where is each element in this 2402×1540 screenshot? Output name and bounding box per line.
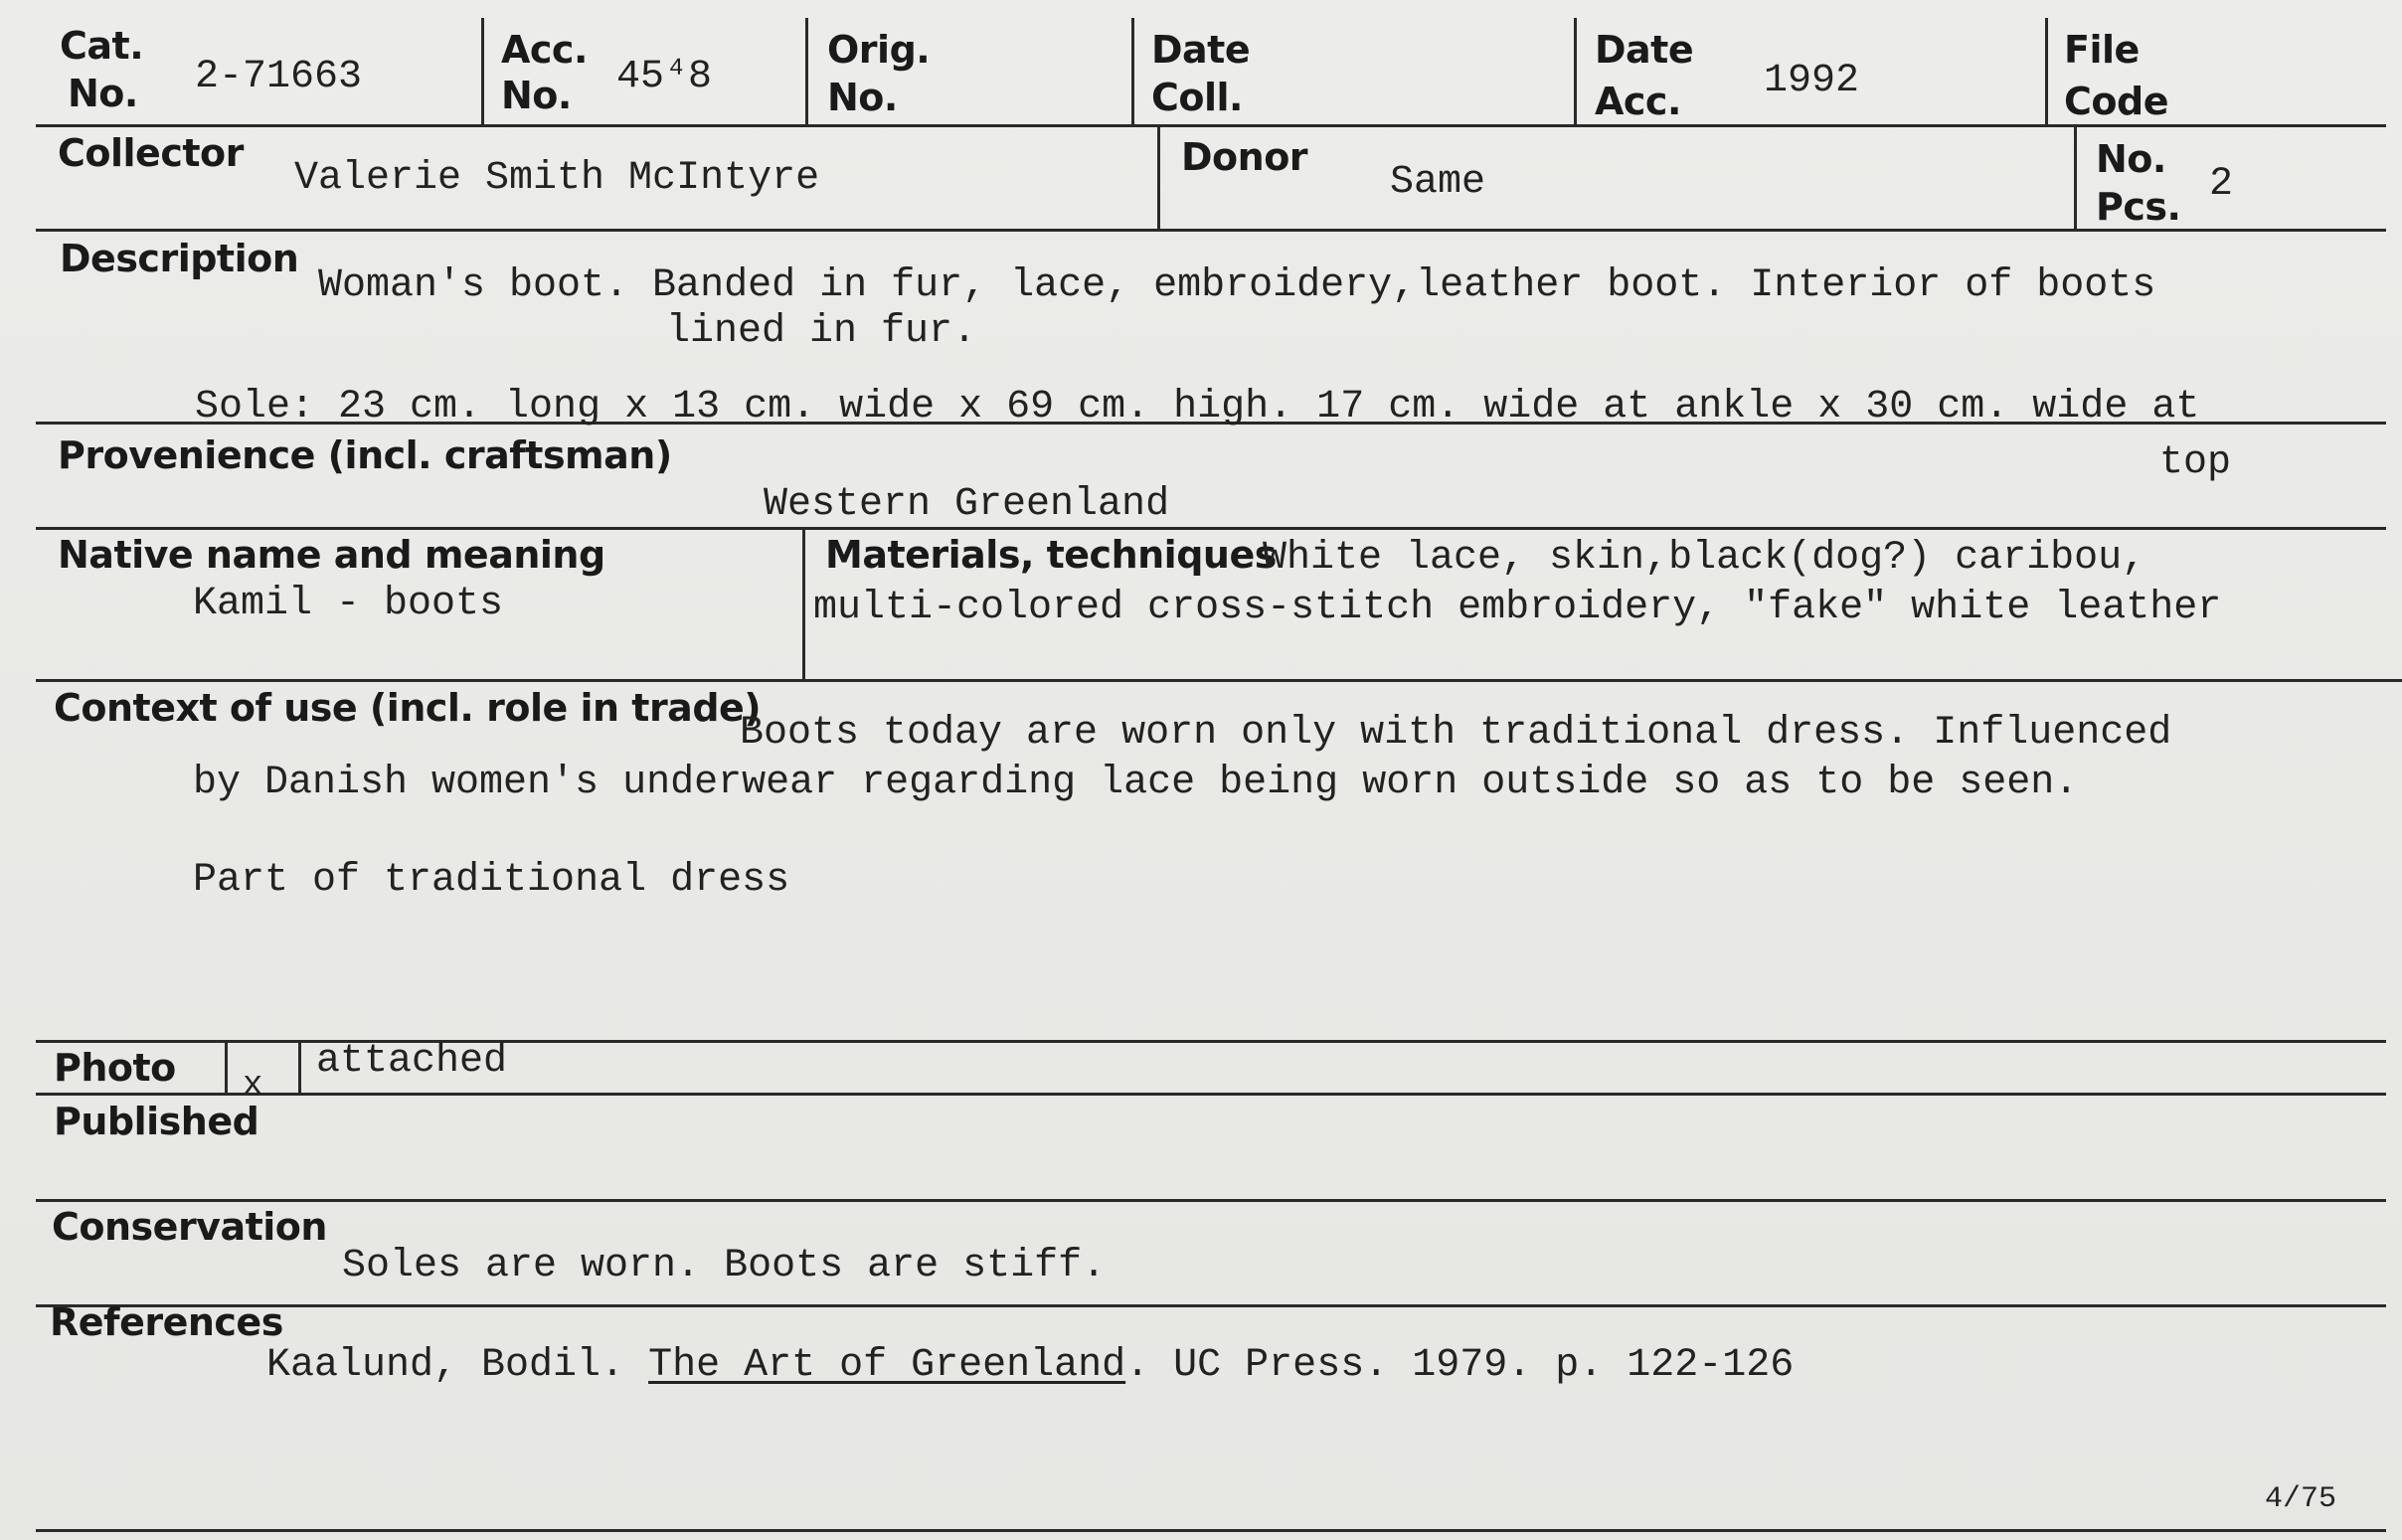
acc-no-label: Acc.	[501, 28, 588, 72]
references-label: References	[50, 1300, 283, 1344]
reference-entry	[266, 1342, 1794, 1390]
date-acc-label-2: Acc.	[1595, 80, 1681, 123]
provenience-bottom-rule	[36, 527, 2386, 530]
description-line-1: Woman's boot. Banded in fur, lace, embroidery,leather boot. Interior of boots	[318, 263, 2156, 308]
conservation-bottom-rule	[36, 1304, 2386, 1307]
header-divider-5	[2045, 18, 2048, 125]
reference-publisher: . UC Press. 1979. p. 122-126	[1125, 1343, 1795, 1388]
materials-line-1: White lace, skin,black(dog?) caribou,	[1263, 536, 2146, 581]
description-dimensions-continued: top	[2159, 440, 2232, 485]
context-label: Context of use (incl. role in trade)	[54, 686, 762, 730]
no-pcs-label: No.	[2096, 137, 2166, 181]
no-pcs-value: 2	[2209, 162, 2234, 207]
published-bottom-rule	[36, 1199, 2386, 1202]
materials-line-2: multi-colored cross-stitch embroidery, "fake" white leather	[813, 586, 2222, 630]
collector-value: Valerie Smith McIntyre	[294, 156, 820, 201]
native-name-label: Native name and meaning	[58, 533, 605, 577]
collector-divider-1	[1157, 125, 1160, 230]
collector-label: Collector	[58, 131, 244, 175]
native-name-value: Kamil - boots	[193, 582, 504, 626]
header-divider-4	[1574, 18, 1577, 125]
header-divider-1	[481, 18, 484, 125]
acc-no-label-2: No.	[501, 74, 572, 117]
materials-label: Materials, techniques	[825, 533, 1277, 577]
cat-no-label: Cat.	[60, 24, 144, 68]
photo-label: Photo	[54, 1046, 176, 1090]
provenience-label: Provenience (incl. craftsman)	[58, 433, 672, 477]
collector-bottom-rule	[36, 229, 2386, 232]
photo-value: attached	[316, 1039, 508, 1084]
donor-label: Donor	[1181, 135, 1308, 179]
date-coll-label-2: Coll.	[1151, 76, 1243, 119]
no-pcs-label-2: Pcs.	[2096, 185, 2181, 229]
orig-no-label: Orig.	[827, 28, 931, 72]
conservation-label: Conservation	[52, 1205, 327, 1249]
description-label: Description	[60, 237, 299, 280]
date-acc-label: Date	[1595, 28, 1694, 72]
description-line-2: lined in fur.	[666, 309, 977, 354]
context-line-3: Part of traditional dress	[193, 858, 790, 903]
collector-divider-2	[2074, 125, 2077, 230]
date-acc-value: 1992	[1764, 59, 1860, 103]
donor-value: Same	[1390, 160, 1486, 205]
description-dimensions: Sole: 23 cm. long x 13 cm. wide x 69 cm. high. 17 cm. wide at ankle x 30 cm. wide at	[195, 385, 2200, 429]
header-divider-2	[805, 18, 808, 125]
photo-checkbox-mark: x	[243, 1067, 263, 1105]
photo-box-right	[298, 1040, 301, 1094]
header-divider-3	[1131, 18, 1134, 125]
header-bottom-rule	[36, 124, 2386, 127]
orig-no-label-2: No.	[827, 76, 898, 119]
photo-box-left	[225, 1040, 228, 1094]
reference-title: The Art of Greenland	[648, 1343, 1126, 1388]
card-bottom-rule	[36, 1529, 2386, 1532]
cat-no-label-2: No.	[68, 72, 138, 115]
acc-no-value: 45⁴8	[616, 55, 713, 99]
provenience-value: Western Greenland	[764, 482, 1170, 527]
file-code-label-2: Code	[2064, 80, 2168, 123]
file-code-label: File	[2064, 28, 2140, 72]
native-materials-divider	[802, 528, 805, 680]
published-label: Published	[54, 1100, 259, 1143]
date-coll-label: Date	[1151, 28, 1251, 72]
context-line-1: Boots today are worn only with traditional dress. Influenced	[740, 711, 2172, 756]
reference-author: Kaalund, Bodil.	[266, 1343, 625, 1388]
materials-bottom-rule	[36, 679, 2402, 682]
cat-no-value: 2-71663	[195, 55, 363, 99]
photo-bottom-rule	[36, 1093, 2386, 1096]
conservation-value: Soles are worn. Boots are stiff.	[342, 1244, 1107, 1288]
context-line-2: by Danish women's underwear regarding lace being worn outside so as to be seen.	[193, 761, 2079, 805]
footer-mark: 4/75	[2265, 1482, 2337, 1516]
